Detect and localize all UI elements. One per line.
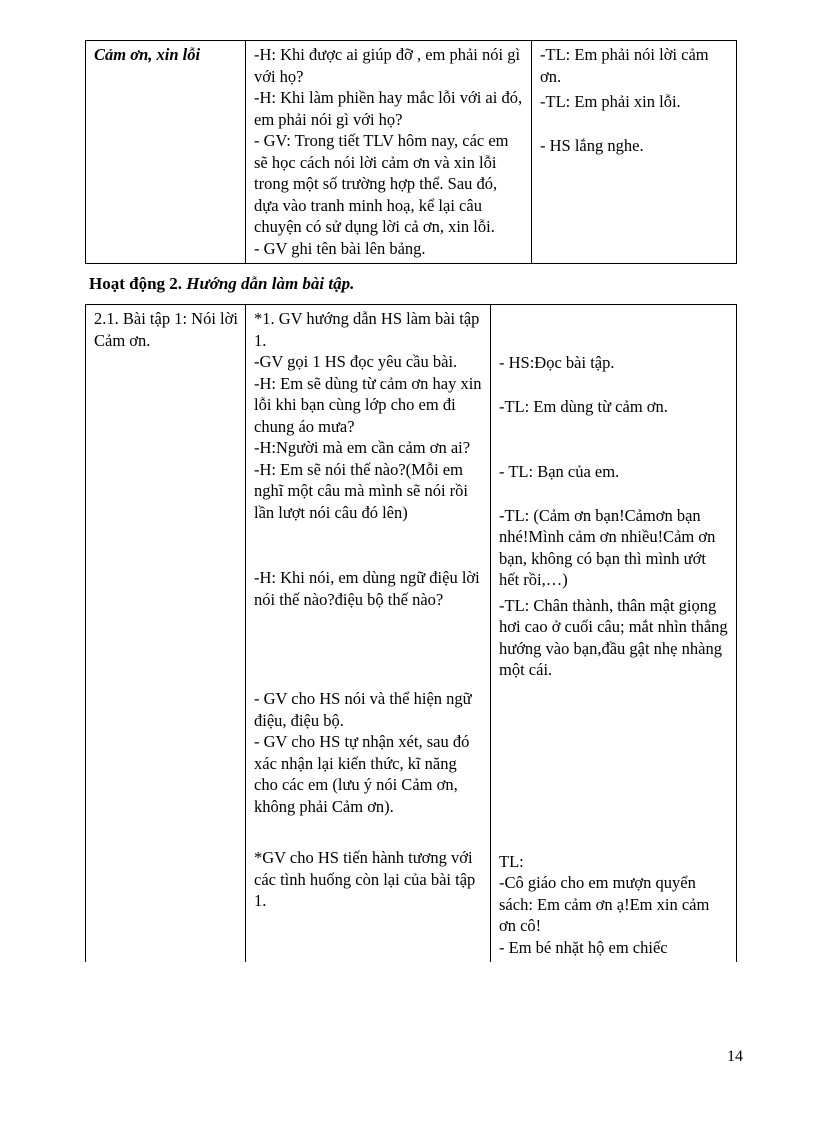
table2-student-cell [491,305,737,963]
paragraph: TL: [499,851,524,871]
section-heading-number: Hoạt động 2. [89,274,187,293]
paragraph: -GV gọi 1 HS đọc yêu cầu bài. [254,352,458,371]
paragraph: *1. GV hướng dẫn HS làm bài tập 1. [254,309,480,350]
exercise-label: 2.1. Bài tập 1: Nói lời Cảm ơn. [94,309,238,350]
section-heading [89,273,736,295]
table2-teacher-cell [246,305,491,963]
table1-topic-cell [86,41,246,264]
paragraph: - GV cho HS nói và thể hiện ngữ điệu, điệu bộ. [254,689,472,730]
paragraph: -H: Em sẽ dùng từ cảm ơn hay xin lỗi khi bạn cùng lớp cho em đi chung áo mưa? [254,373,482,436]
paragraph: -H: Khi nói, em dùng ngữ điệu lời nói thế nào?điệu bộ thế nào? [254,568,480,609]
paragraph: - HS lắng nghe. [540,135,644,155]
paragraph: -H: Khi làm phiền hay mắc lỗi với ai đó, em phải nói gì với họ? [254,88,523,129]
table2-topic-cell [86,305,246,963]
paragraph: - GV ghi tên bài lên bảng. [254,238,426,258]
page-number: 14 [727,1048,743,1065]
paragraph: - TL: Bạn của em. [499,462,620,481]
paragraph: *GV cho HS tiến hành tương với các tình huống còn lại của bài tập 1. [254,848,476,910]
table1-teacher-cell [246,41,532,264]
paragraph: -TL: Em phải nói lời cảm ơn. [540,45,709,86]
paragraph: -Cô giáo cho em mượn quyển sách: Em cảm ơn ạ!Em xin cảm ơn cô! [499,873,710,935]
paragraph: - GV cho HS tự nhận xét, sau đó xác nhận lại kiến thức, kĩ năng cho các em (lưu ý nói Cảm ơn, không phải Cảm ơn). [254,732,470,816]
paragraph: -TL: Em dùng từ cảm ơn. [499,396,668,416]
paragraph: -H:Người mà em cần cảm ơn ai? [254,438,471,457]
table1-student-cell [532,41,737,264]
paragraph: -TL: (Cảm ơn bạn!Cảmơn bạn nhé!Mình cảm ơn nhiều!Cảm ơn bạn, không có bạn thì mình ướt hết rồi,…) [499,505,716,589]
paragraph: -TL: Chân thành, thân mật giọng hơi cao ở cuối câu; mắt nhìn thẳng hướng vào bạn,đầu gật nhẹ nhàng một cái. [499,595,728,679]
activity-table-1 [85,40,737,264]
table-row [86,41,737,264]
topic-label: Cảm ơn, xin lỗi [94,45,201,64]
paragraph: -TL: Em phải xin lỗi. [540,92,681,111]
paragraph: -H: Khi được ai giúp đỡ , em phải nói gì với họ? [254,45,521,86]
page-content [85,40,736,962]
paragraph: - GV: Trong tiết TLV hôm nay, các em sẽ học cách nói lời cảm ơn và xin lỗi trong một số trường hợp thể. Sau đó, dựa vào tranh minh hoạ, kể lại câu chuyện có sử dụng lời cả ơn, xin lỗi. [254,131,509,236]
paragraph: -H: Em sẽ nói thế nào?(Mỗi em nghĩ một câu mà mình sẽ nói rồi lần lượt nói câu đó lên) [254,459,469,522]
paragraph: - Em bé nhặt hộ em chiếc [499,937,668,957]
section-heading-title: Hướng dẫn làm bài tập. [186,274,355,293]
table-row [86,305,737,963]
activity-table-2 [85,304,737,962]
paragraph: - HS:Đọc bài tập. [499,353,615,372]
